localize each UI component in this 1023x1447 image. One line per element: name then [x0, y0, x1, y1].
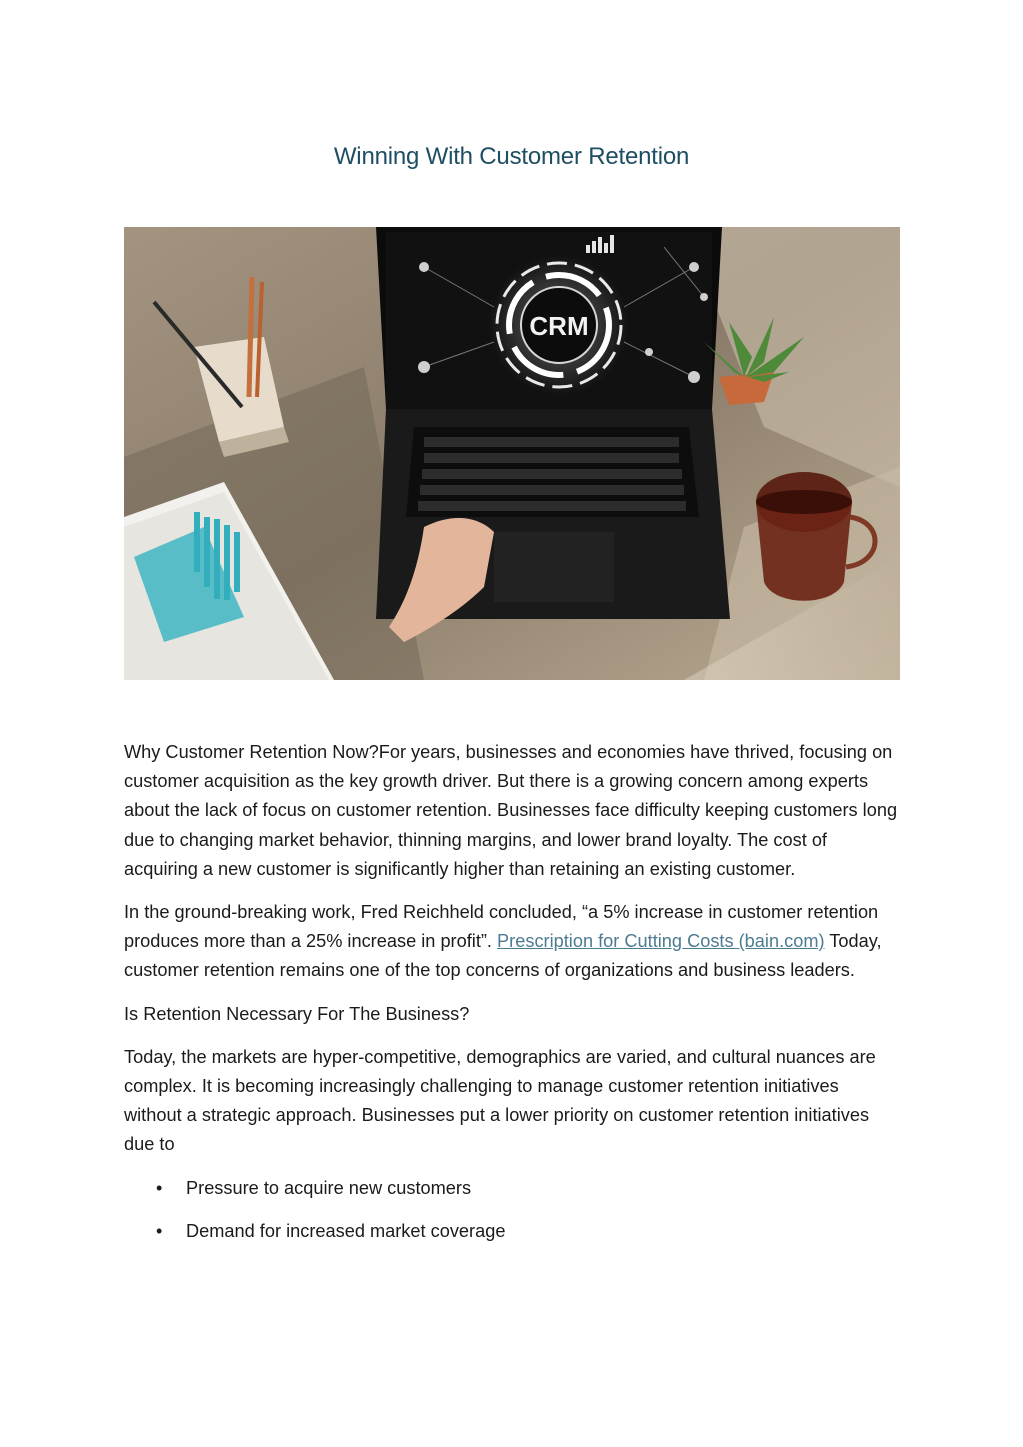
paragraph-reichheld [124, 898, 900, 986]
paragraph-why-retention: Why Customer Retention Now?For years, businesses and economies have thrived, focusing on customer acquisition as the key growth driver. But there is a growing concern among experts about the lack of focus on customer retention. Businesses face difficulty keeping customers long due to changing market behavior, thinning margins, and lower brand loyalty. The cost of acquiring a new customer is significantly higher than retaining an existing customer. [124, 742, 898, 879]
bain-link[interactable]: Prescription for Cutting Costs (bain.com) [497, 931, 825, 952]
screen-label: CRM [529, 311, 589, 341]
hero-image [124, 227, 900, 680]
article-body [124, 738, 900, 1260]
list-item-text: Demand for increased market coverage [186, 1220, 506, 1241]
reasons-list [124, 1174, 900, 1246]
section-heading: Is Retention Necessary For The Business? [124, 1003, 470, 1024]
list-item [124, 1217, 900, 1246]
list-item-text: Pressure to acquire new customers [186, 1177, 472, 1198]
list-item [124, 1174, 900, 1203]
bullet-marker: • [156, 1220, 163, 1241]
bullet-marker: • [156, 1177, 163, 1198]
paragraph-markets: Today, the markets are hyper-competitive, demographics are varied, and cultural nuances are complex. It is becoming increasingly challenging to manage customer retention initiatives without a strategic approach. Businesses put a lower priority on customer retention initiatives due to [124, 1046, 876, 1155]
document-title: Winning With Customer Retention [333, 143, 690, 170]
paragraph-reichheld-text: In the ground-breaking work, Fred Reichheld concluded, “a 5% increase in customer retention produces more than a 25% increase in profit”. [124, 902, 879, 952]
paragraph-reichheld-text-after: Today, customer retention remains one of the top concerns of organizations and business leaders. [124, 931, 882, 981]
crm-laptop-desk-photo [124, 227, 900, 680]
